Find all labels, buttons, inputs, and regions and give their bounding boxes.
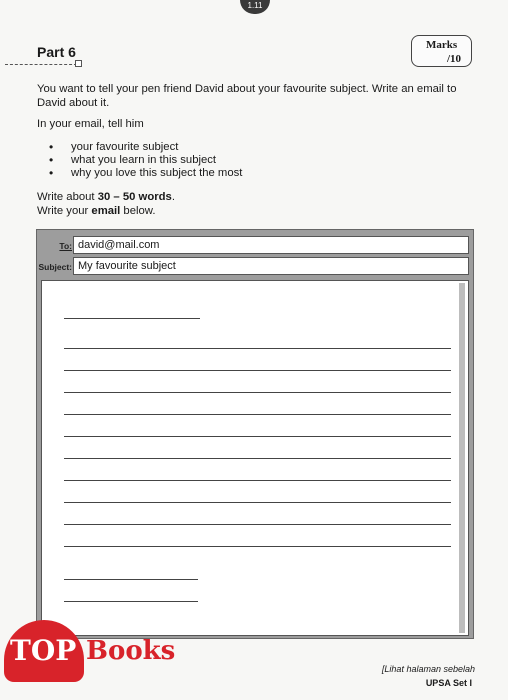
marks-value: /10 bbox=[446, 53, 461, 65]
bullet-item: • why you love this subject the most bbox=[49, 167, 477, 180]
email-word: email bbox=[91, 205, 121, 217]
word-count: 30 – 50 words bbox=[97, 191, 172, 203]
writing-line[interactable] bbox=[64, 392, 451, 393]
word-prefix: Write about bbox=[37, 191, 98, 203]
writing-line[interactable] bbox=[64, 524, 451, 525]
set-label: UPSA Set I bbox=[425, 678, 472, 688]
watermark-text-top: TOP bbox=[10, 634, 77, 667]
subject-field[interactable]: My favourite subject bbox=[73, 257, 469, 275]
closing-line[interactable] bbox=[64, 579, 198, 580]
next-page-note: [Lihat halaman sebelah bbox=[381, 664, 475, 674]
marks-box bbox=[411, 35, 472, 67]
task-intro: You want to tell your pen friend David about your favourite subject. Write an email to David about it. bbox=[37, 83, 457, 109]
writing-line[interactable] bbox=[64, 414, 451, 415]
writing-line[interactable] bbox=[64, 458, 451, 459]
email-prefix: Write your bbox=[37, 205, 92, 217]
word-count-instruction bbox=[37, 190, 477, 204]
page-number-tab: 1.11 bbox=[240, 0, 270, 14]
greeting-line[interactable] bbox=[64, 318, 200, 319]
writing-line[interactable] bbox=[64, 480, 451, 481]
signature-line[interactable] bbox=[64, 601, 198, 602]
to-label: To: bbox=[59, 241, 72, 251]
bullet-list bbox=[49, 141, 477, 180]
email-body-area[interactable] bbox=[41, 280, 469, 636]
part-title: Part 6 bbox=[37, 44, 76, 60]
word-suffix: . bbox=[171, 191, 175, 203]
writing-line[interactable] bbox=[64, 502, 451, 503]
watermark-text-books: Books bbox=[86, 636, 176, 666]
writing-line[interactable] bbox=[64, 436, 451, 437]
writing-line[interactable] bbox=[64, 546, 451, 547]
instructions bbox=[37, 82, 477, 225]
bullet-item: • what you learn in this subject bbox=[49, 154, 477, 167]
publisher-watermark bbox=[4, 620, 184, 682]
writing-line[interactable] bbox=[64, 370, 451, 371]
body-scroll-shadow bbox=[459, 283, 465, 633]
subject-label: Subject: bbox=[38, 262, 72, 272]
to-field[interactable]: david@mail.com bbox=[73, 236, 469, 254]
email-suffix: below. bbox=[120, 205, 156, 217]
email-form bbox=[36, 229, 474, 639]
marks-label: Marks bbox=[426, 39, 458, 51]
dashed-divider bbox=[5, 64, 77, 65]
bullet-item: • your favourite subject bbox=[49, 141, 477, 154]
writing-line[interactable] bbox=[64, 348, 451, 349]
tell-him-text: In your email, tell him bbox=[37, 118, 144, 130]
email-instruction bbox=[37, 204, 477, 218]
divider-end-marker bbox=[75, 60, 82, 67]
